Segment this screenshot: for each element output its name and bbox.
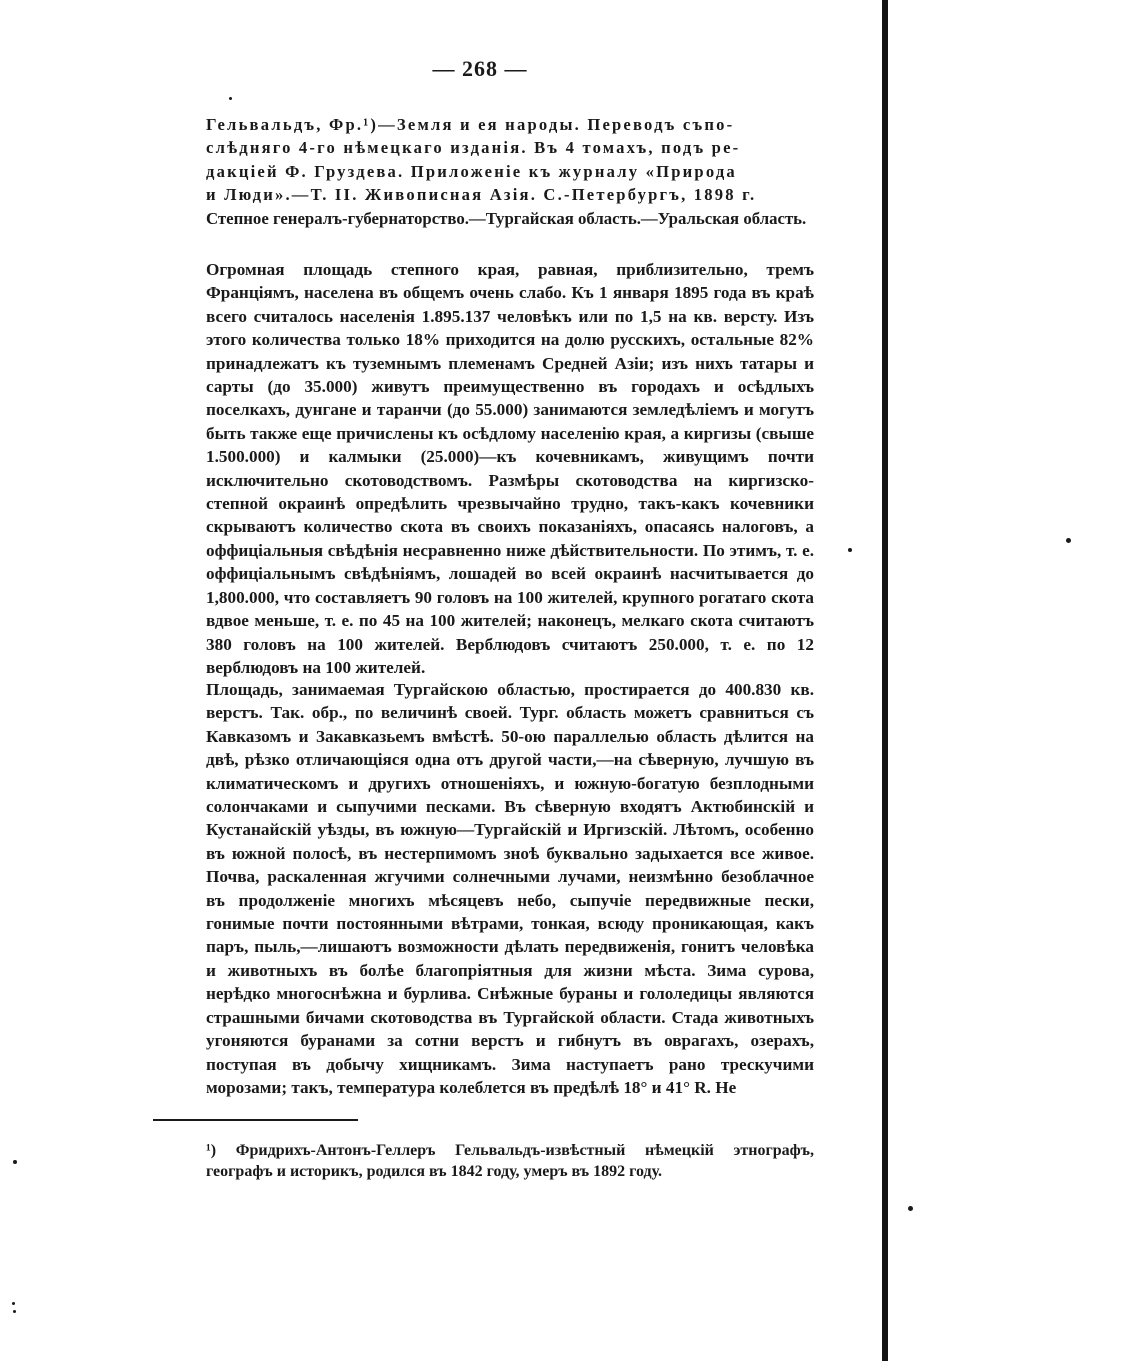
body-text-2: [206, 678, 814, 1099]
scan-speck: [13, 1160, 17, 1164]
scan-speck: [229, 97, 232, 100]
footnote-text: Фридрихъ-Антонъ-Геллеръ Гельвальдъ-извѣстный нѣмецкій этнографъ, географъ и историкъ, родился въ 1842 году, умеръ въ 1892 году.: [206, 1142, 815, 1180]
scan-speck: [908, 1206, 913, 1211]
bibliography-line-1: Гельвальдъ, Фр.¹)—Земля и ея народы. Переводъ съпо-: [206, 115, 735, 134]
section-subtitle: Степное генералъ-губернаторство.—Тургайская область.—Уральская область.: [206, 208, 807, 228]
bibliography-line-3: дакціей Ф. Груздева. Приложеніе къ журналу «Природа: [206, 161, 737, 181]
scan-speck: [1066, 538, 1071, 543]
bibliography-line-4: и Люди».—Т. II. Живописная Азія. С.-Петербургъ, 1898 г.: [206, 185, 757, 205]
bibliography-line-2: слѣдняго 4-го нѣмецкаго изданія. Въ 4 томахъ, подъ ре-: [206, 138, 741, 158]
scan-speck: [848, 548, 852, 552]
page-number: — 268 —: [432, 56, 528, 81]
bibliography-entry: [206, 113, 814, 230]
footnote-divider: [153, 1119, 358, 1121]
paragraph-2: Площадь, занимаемая Тургайскою областью, простирается до 400.830 кв. верстъ. Так. обр., по величинѣ своей. Тург. область можетъ сравниться съ Кавказомъ и Закавказьемъ вмѣстѣ. 50-ою параллелью область дѣлится на двѣ, рѣзко отличающіяся одна отъ другой части,—на сѣверную, лучшую въ климатическомъ и другихъ отношеніяхъ, и южную-богатую безплодными солончаками и сыпучими песками. Въ сѣверную входятъ Актюбинскій и Кустанайскій уѣзды, въ южную—Тургайскій и Иргизскій. Лѣтомъ, особенно въ южной полосѣ, въ нестерпимомъ зноѣ буквально задыхается все живое. Почва, раскаленная жгучими солнечными лучами, неизмѣнно безоблачное въ продолженіе многихъ мѣсяцевъ небо, сыпучіе передвижные пески, гонимые почти постоянными вѣтрами, тонкая, всюду проникающая, какъ паръ, пыль,—лишаютъ возможности дѣлать передвиженія, гонитъ человѣка и животныхъ въ болѣе благопріятныя для жизни мѣста. Зима сурова, нерѣдко многоснѣжна и бурлива. Снѣжные бураны и гололедицы являются страшными бичами скотоводства въ Тургайской области. Стада животныхъ угоняются буранами за сотни верстъ и гибнутъ въ оврагахъ, озерахъ, поступая въ добычу хищникамъ. Зима наступаетъ рано трескучими морозами; такъ, температура колеблется въ предѣлѣ 18° и 41° R. Не: [206, 680, 814, 1097]
footnote: [206, 1140, 814, 1182]
binding-edge-line: [882, 0, 888, 1361]
scan-speck: [12, 1302, 15, 1305]
paragraph-1: Огромная площадь степного края, равная, приблизительно, тремъ Франціямъ, населена въ общемъ очень слабо. Къ 1 января 1895 года въ краѣ всего считалось населенія 1.895.137 человѣкъ или по 1,5 на кв. версту. Изъ этого количества только 18% приходится на долю русскихъ, остальные 82% принадлежатъ къ туземнымъ племенамъ Средней Азіи; изъ нихъ татары и сарты (до 35.000) живутъ преимущественно въ городахъ и осѣдлыхъ поселкахъ, дунгане и таранчи (до 55.000) занимаются земледѣліемъ и могутъ быть также еще причислены къ осѣдлому населенію края, а киргизы (свыше 1.500.000) и калмыки (25.000)—къ кочевникамъ, живущимъ почти исключительно скотоводствомъ. Размѣры скотоводства на киргизско-степной окраинѣ опредѣлить чрезвычайно трудно, такъ-какъ кочевники скрываютъ количество скота въ своихъ показаніяхъ, опасаясь налоговъ, а оффиціальныя свѣдѣнія несравненно ниже дѣйствительности. По этимъ, т. е. оффиціальнымъ свѣдѣніямъ, лошадей во всей окраинѣ насчитывается до 1,800.000, что составляетъ 90 головъ на 100 жителей, крупного рогатаго скота вдвое меньше, т. е. по 45 на 100 жителей; наконецъ, мелкаго скота считаютъ 380 головъ на 100 жителей. Верблюдовъ считаютъ 250.000, т. е. по 12 верблюдовъ на 100 жителей.: [206, 260, 814, 677]
body-text: [206, 258, 814, 679]
scan-speck: [13, 1310, 16, 1313]
footnote-marker: ¹): [206, 1142, 217, 1159]
